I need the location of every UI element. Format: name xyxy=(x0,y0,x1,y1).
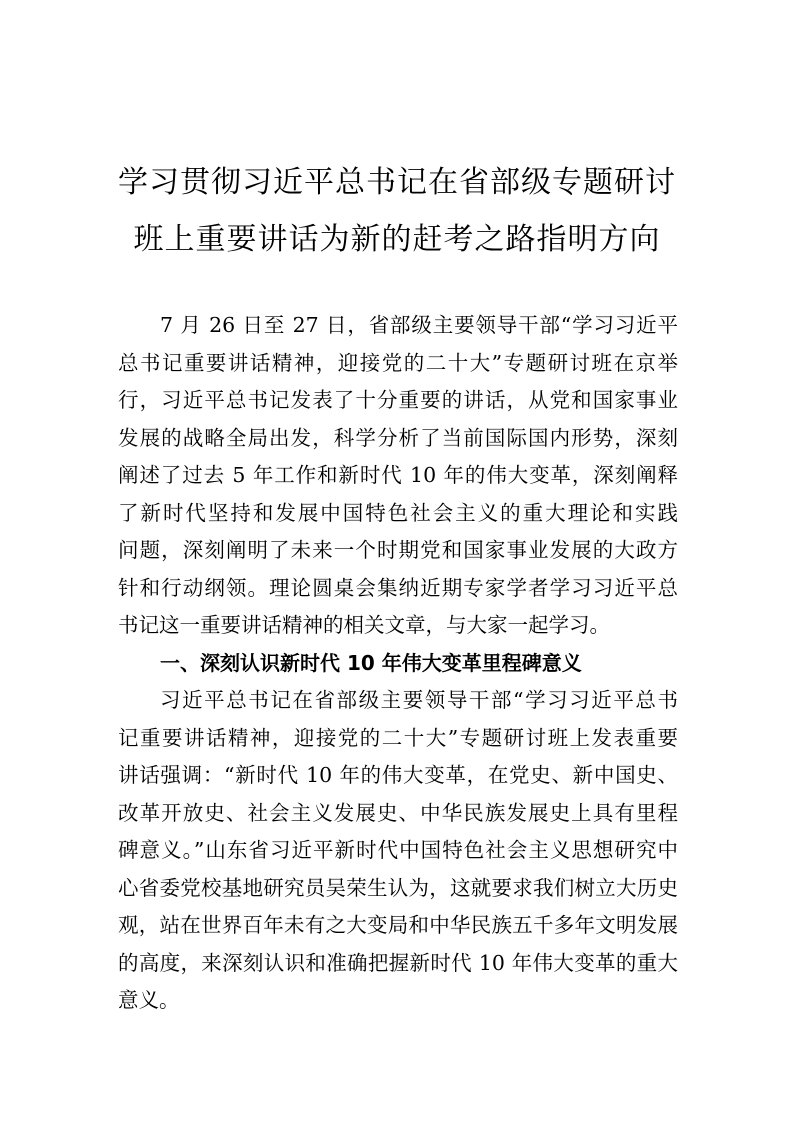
paragraph-1-line: 总书记重要讲话精神，迎接党的二十大”专题研讨班在京举 xyxy=(118,351,678,375)
paragraph-1-line: 问题，深刻阐明了未来一个时期党和国家事业发展的大政方 xyxy=(118,538,678,562)
paragraph-1-line: 书记这一重要讲话精神的相关文章，与大家一起学习。 xyxy=(118,613,610,637)
document-title-line-1: 学习贯彻习近平总书记在省部级专题研讨 xyxy=(118,165,676,200)
paragraph-1-line: 了新时代坚持和发展中国特色社会主义的重大理论和实践 xyxy=(118,501,678,525)
paragraph-2-line: 的高度，来深刻认识和准确把握新时代 10 年伟大变革的重大 xyxy=(118,951,678,975)
paragraph-2-line: 改革开放史、社会主义发展史、中华民族发展史上具有里程 xyxy=(118,801,678,825)
paragraph-2-line: 碑意义。”山东省习近平新时代中国特色社会主义思想研究中 xyxy=(118,838,678,862)
paragraph-1-line: 7 月 26 日至 27 日，省部级主要领导干部“学习习近平 xyxy=(160,313,678,337)
paragraph-1-line: 针和行动纲领。理论圆桌会集纳近期专家学者学习习近平总 xyxy=(118,576,678,600)
paragraph-2-line: 记重要讲话精神，迎接党的二十大”专题研讨班上发表重要 xyxy=(118,726,678,750)
paragraph-1-line: 发展的战略全局出发，科学分析了当前国际国内形势，深刻 xyxy=(118,426,678,450)
paragraph-2-line: 习近平总书记在省部级主要领导干部“学习习近平总书 xyxy=(160,688,678,712)
section-heading: 一、深刻认识新时代 10 年伟大变革里程碑意义 xyxy=(160,651,582,675)
paragraph-2-line: 意义。 xyxy=(118,988,180,1012)
paragraph-1-line: 阐述了过去 5 年工作和新时代 10 年的伟大变革，深刻阐释 xyxy=(118,463,678,487)
paragraph-2-line: 观，站在世界百年未有之大变局和中华民族五千多年文明发展 xyxy=(118,913,678,937)
document-title-line-2: 班上重要讲话为新的赶考之路指明方向 xyxy=(133,222,661,257)
paragraph-2-line: 讲话强调：“新时代 10 年的伟大变革，在党史、新中国史、 xyxy=(118,763,678,787)
paragraph-1-line: 行，习近平总书记发表了十分重要的讲话，从党和国家事业 xyxy=(118,388,678,412)
paragraph-2-line: 心省委党校基地研究员吴荣生认为，这就要求我们树立大历史 xyxy=(118,876,678,900)
